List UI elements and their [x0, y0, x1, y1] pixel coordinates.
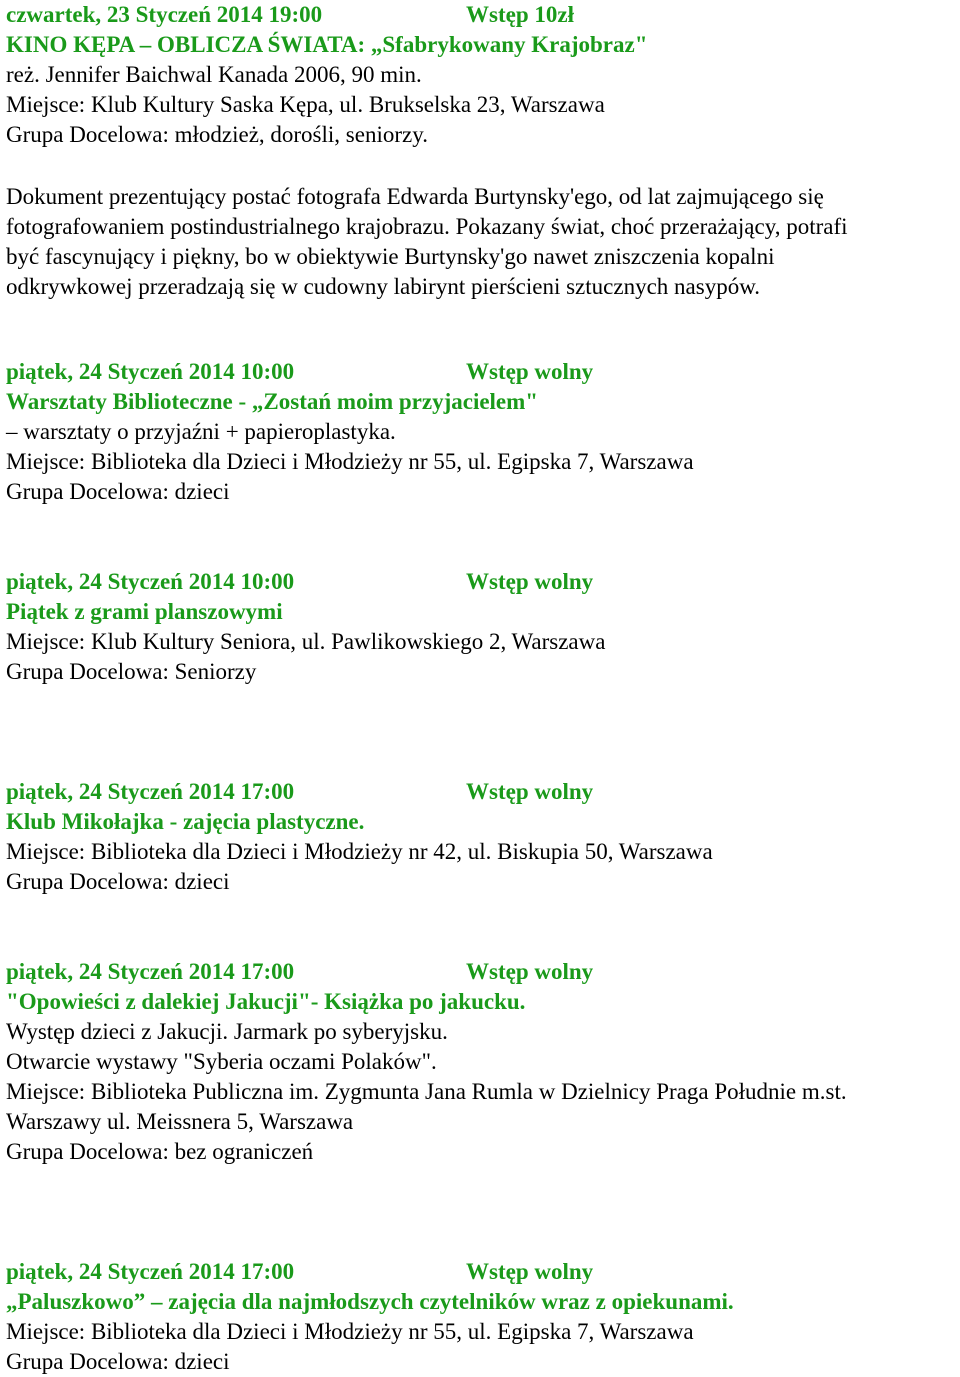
event-detail: – warsztaty o przyjaźni + papieroplastyka. [6, 419, 396, 444]
description-line: być fascynujący i piękny, bo w obiektywie Burtynsky'go nawet zniszczenia kopalni [6, 244, 775, 269]
event-detail: reż. Jennifer Baichwal Kanada 2006, 90 min. [6, 62, 422, 87]
event-header [6, 567, 956, 597]
event-audience: Grupa Docelowa: Seniorzy [6, 659, 257, 684]
event-date: piątek, 24 Styczeń 2014 17:00 [6, 1259, 295, 1284]
event-title: "Opowieści z dalekiej Jakucji"- Książka po jakucku. [6, 989, 526, 1014]
event-title: Warsztaty Biblioteczne - „Zostań moim przyjacielem" [6, 389, 539, 414]
event-location-cont: Warszawy ul. Meissnera 5, Warszawa [6, 1109, 354, 1134]
event-header [6, 957, 956, 987]
event-header [6, 0, 956, 30]
event-title: Klub Mikołajka - zajęcia plastyczne. [6, 809, 365, 834]
event-date: piątek, 24 Styczeń 2014 17:00 [6, 779, 295, 804]
description-line: fotografowaniem postindustrialnego krajobrazu. Pokazany świat, choć przerażający, potrafi [6, 214, 848, 239]
event-title: Piątek z grami planszowymi [6, 599, 283, 624]
event-audience: Grupa Docelowa: dzieci [6, 869, 230, 894]
event-location: Miejsce: Klub Kultury Seniora, ul. Pawlikowskiego 2, Warszawa [6, 629, 606, 654]
event-detail: Występ dzieci z Jakucji. Jarmark po syberyjsku. [6, 1019, 448, 1044]
event-date: czwartek, 23 Styczeń 2014 19:00 [6, 2, 323, 27]
event-audience: Grupa Docelowa: młodzież, dorośli, seniorzy. [6, 122, 428, 147]
event-audience: Grupa Docelowa: dzieci [6, 1349, 230, 1374]
event-block [6, 0, 956, 302]
description-line: Dokument prezentujący postać fotografa Edwarda Burtynsky'ego, od lat zajmującego się [6, 184, 824, 209]
event-date: piątek, 24 Styczeń 2014 17:00 [6, 959, 295, 984]
event-entry-fee: Wstęp wolny [466, 959, 594, 984]
event-block [6, 777, 956, 897]
description-line: odkrywkowej przeradzają się w cudowny labirynt pierścieni sztucznych nasypów. [6, 274, 761, 299]
event-entry-fee: Wstęp wolny [466, 569, 594, 594]
event-entry-fee: Wstęp wolny [466, 1259, 594, 1284]
event-entry-fee: Wstęp 10zł [466, 2, 574, 27]
event-entry-fee: Wstęp wolny [466, 779, 594, 804]
event-audience: Grupa Docelowa: bez ograniczeń [6, 1139, 314, 1164]
event-audience: Grupa Docelowa: dzieci [6, 479, 230, 504]
event-date: piątek, 24 Styczeń 2014 10:00 [6, 359, 295, 384]
event-header [6, 777, 956, 807]
event-detail: Otwarcie wystawy "Syberia oczami Polaków". [6, 1049, 437, 1074]
event-block [6, 357, 956, 507]
event-description [6, 182, 956, 302]
event-title: KINO KĘPA – OBLICZA ŚWIATA: „Sfabrykowany Krajobraz" [6, 32, 648, 57]
event-location: Miejsce: Biblioteka Publiczna im. Zygmunta Jana Rumla w Dzielnicy Praga Południe m.st. [6, 1079, 847, 1104]
event-block [6, 567, 956, 687]
event-date: piątek, 24 Styczeń 2014 10:00 [6, 569, 295, 594]
event-block [6, 1257, 956, 1377]
event-location: Miejsce: Klub Kultury Saska Kępa, ul. Brukselska 23, Warszawa [6, 92, 605, 117]
event-location: Miejsce: Biblioteka dla Dzieci i Młodzieży nr 42, ul. Biskupia 50, Warszawa [6, 839, 713, 864]
event-title: „Paluszkowo” – zajęcia dla najmłodszych czytelników wraz z opiekunami. [6, 1289, 734, 1314]
event-header [6, 1257, 956, 1287]
event-header [6, 357, 956, 387]
event-location: Miejsce: Biblioteka dla Dzieci i Młodzieży nr 55, ul. Egipska 7, Warszawa [6, 449, 694, 474]
event-location: Miejsce: Biblioteka dla Dzieci i Młodzieży nr 55, ul. Egipska 7, Warszawa [6, 1319, 694, 1344]
event-block [6, 957, 956, 1167]
event-entry-fee: Wstęp wolny [466, 359, 594, 384]
